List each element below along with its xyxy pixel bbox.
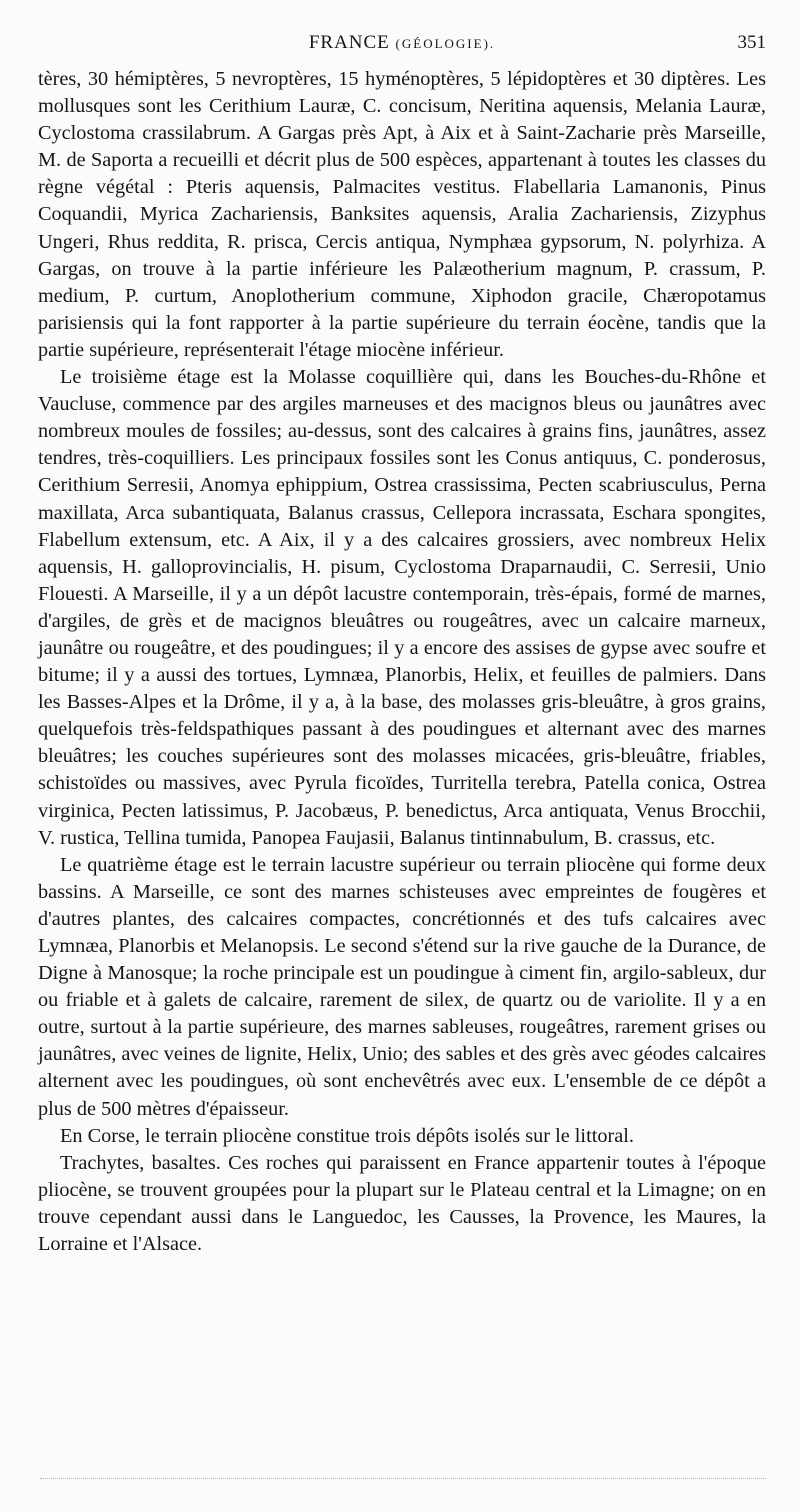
header-subtitle: (GÉOLOGIE). (395, 36, 496, 51)
paragraph-4: En Corse, le terrain pliocène constitue trois dépôts isolés sur le littoral. (60, 1124, 634, 1147)
bottom-dotted-rule (40, 1478, 766, 1479)
header-title: FRANCE (308, 32, 390, 53)
paragraph-3: Le quatrième étage est le terrain lacustre supérieur ou terrain pliocène qui forme deux bassins. A Marseille, ce sont des marnes schisteuses avec empreintes de fougères et d'autres plantes, des calcaires compactes, concrétionnés et des tufs calcaires avec Lymnæa, Planorbis et Melanopsis. Le second s'étend sur la rive gauche de la Durance, de Digne à Manosque; la roche principale est un poudingue à ciment fin, argilo-sableux, dur ou friable et à galets de calcaire, rarement de silex, de quartz ou de variolite. Il y a en outre, surtout à la partie supérieure, des marnes sableuses, rougeâtres, rarement grises ou jaunâtres, avec veines de lignite, Helix, Unio; des sables et des grès avec géodes calcaires alternent avec les poudingues, où sont enchevêtrés avec eux. L'ensemble de ce dépôt a plus de 500 mètres d'épaisseur. (38, 853, 766, 1120)
paragraph-5: Trachytes, basaltes. Ces roches qui paraissent en France appartenir toutes à l'époque pliocène, se trouvent groupées pour la plupart sur le Plateau central et la Limagne; on en trouve cependant aussi dans le Languedoc, les Causses, la Provence, les Maures, la Lorraine et l'Alsace. (38, 1151, 766, 1256)
running-title (38, 32, 766, 54)
page-number: 351 (737, 32, 766, 53)
body-text (38, 66, 766, 1258)
paragraph-2: Le troisième étage est la Molasse coquillière qui, dans les Bouches-du-Rhône et Vaucluse, commence par des argiles marneuses et des macignos bleus ou jaunâtres avec nombreux moules de fossiles; au-dessus, sont des calcaires à grains fins, jaunâtres, assez tendres, très-coquilliers. Les principaux fossiles sont les Conus antiquus, C. ponderosus, Cerithium Serresii, Anomya ephippium, Ostrea crassissima, Pecten scabriusculus, Perna maxillata, Arca subantiquata, Balanus crassus, Cellepora incrassata, Eschara spongites, Flabellum extensum, etc. A Aix, il y a des calcaires grossiers, avec nombreux Helix aquensis, H. galloprovincialis, H. pisum, Cyclostoma Draparnaudii, C. Serresii, Unio Flouesti. A Marseille, il y a un dépôt lacustre contemporain, très-épais, formé de marnes, d'argiles, de grès et de macignos bleuâtres ou rougeâtres, avec un calcaire marneux, jaunâtre ou rougeâtre, et des poudingues; il y a encore des assises de gypse avec soufre et bitume; il y a aussi des tortues, Lymnæa, Planorbis, Helix, et feuilles de palmiers. Dans les Basses-Alpes et la Drôme, il y a, à la base, des molasses gris-bleuâtre, à gros grains, quelquefois très-feldspathiques passant à des poudingues et alternant avec des marnes bleuâtres; les couches supérieures sont des molasses micacées, gris-bleuâtre, friables, schistoïdes ou massives, avec Pyrula ficoïdes, Turritella terebra, Patella conica, Ostrea virginica, Pecten latissimus, P. Jacobæus, P. benedictus, Arca antiquata, Venus Brocchii, V. rustica, Tellina tumida, Panopea Faujasii, Balanus tintinnabulum, B. crassus, etc. (38, 366, 766, 849)
paragraph-1: tères, 30 hémiptères, 5 nevroptères, 15 hyménoptères, 5 lépidoptères et 30 diptères. Les mollusques sont les Cerithium Lauræ, C. concisum, Neritina aquensis, Melania Lauræ, Cyclostoma crassilabrum. A Gargas près Apt, à Aix et à Saint-Zacharie près Marseille, M. de Saporta a recueilli et décrit plus de 500 espèces, appartenant à toutes les classes du règne végétal : Pteris aquensis, Palmacites vestitus. Flabellaria Lamanonis, Pinus Coquandii, Myrica Zachariensis, Banksites aquensis, Aralia Zachariensis, Zizyphus Ungeri, Rhus reddita, R. prisca, Cercis antiqua, Nymphæa gypsorum, N. polyrhiza. A Gargas, on trouve à la partie inférieure les Palæotherium magnum, P. crassum, P. medium, P. curtum, Anoplotherium commune, Xiphodon gracile, Chæropotamus parisiensis qui la font rapporter à la partie supérieure du terrain éocène, tandis que la partie supérieure, représenterait l'étage miocène inférieur. (38, 68, 766, 361)
running-header (38, 32, 766, 58)
